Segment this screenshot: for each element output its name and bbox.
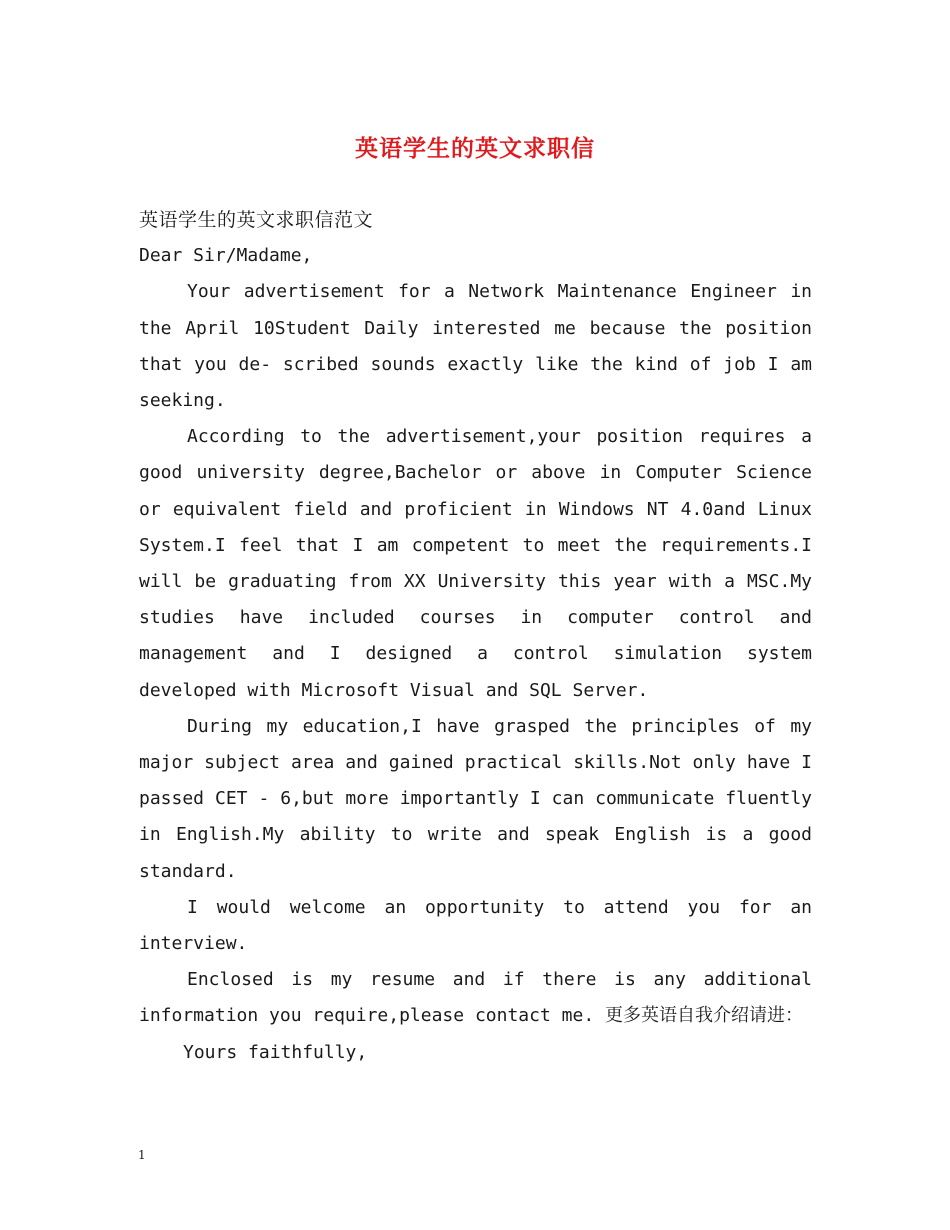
paragraph-requirements: According to the advertisement,your position requires a good university degree,Bachelor or above in Computer Science or equivalent field and proficient in Windows NT 4.0and Linux System.I feel that I am competent to meet the requirements.I will be graduating from XX University this year with a MSC.My studies have included courses in computer control and management and I designed a control simulation system developed with Microsoft Visual and SQL Server. <box>139 426 812 701</box>
paragraph-advertisement: Your advertisement for a Network Maintenance Engineer in the April 10Student Daily interested me because the position that you de- scribed sounds exactly like the kind of job I am seeking. <box>139 281 812 412</box>
closing: Yours faithfully, <box>183 1041 368 1063</box>
paragraph-resume: Enclosed is my resume and if there is any additional information you require,please contact me. 更多英语自我介绍请进： <box>139 969 812 1027</box>
document-title: 英语学生的英文求职信 <box>355 135 595 162</box>
paragraph-interview: I would welcome an opportunity to attend you for an interview. <box>139 896 812 955</box>
document-body <box>139 202 812 1071</box>
salutation: Dear Sir/Madame, <box>139 245 313 267</box>
document-subtitle: 英语学生的英文求职信范文 <box>139 209 374 231</box>
page-number: 1 <box>138 1148 146 1162</box>
paragraph-education: During my education,I have grasped the principles of my major subject area and gained practical skills.Not only have I passed CET - 6,but more importantly I can communicate fluently in English.My ability to write and speak English is a good standard. <box>139 715 812 882</box>
